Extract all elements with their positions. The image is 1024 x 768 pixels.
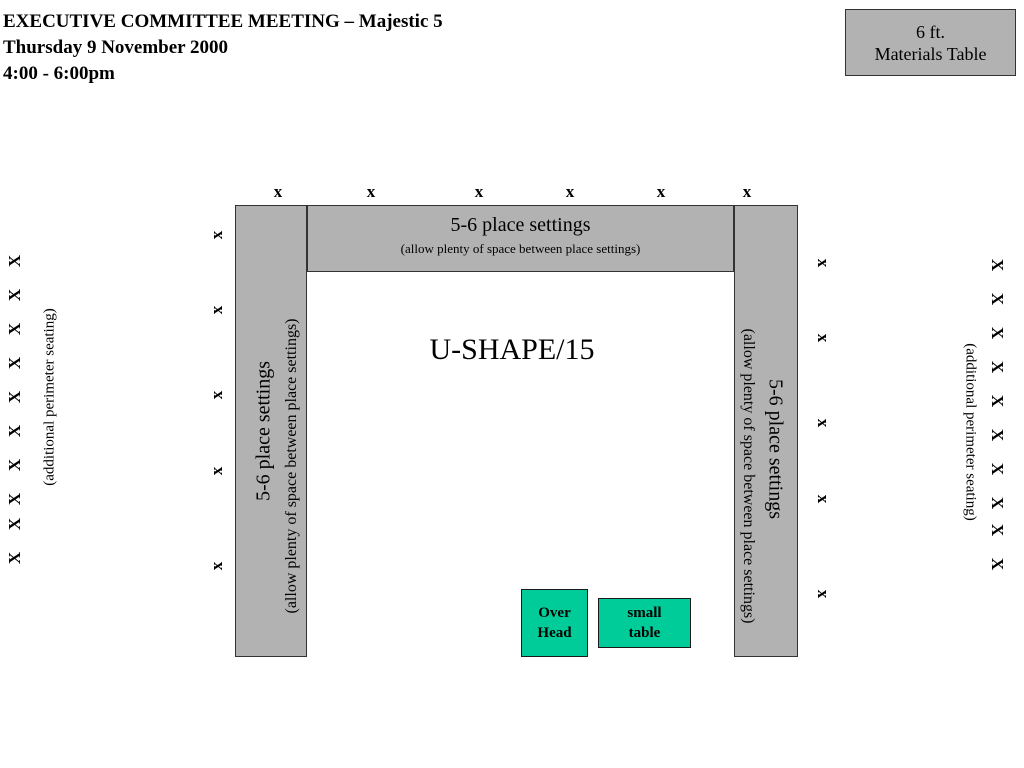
seat-mark: x: [742, 182, 752, 201]
overhead-projector: [521, 589, 588, 657]
seat-mark: x: [814, 589, 833, 599]
small-table: [598, 598, 691, 648]
perimeter-seat-mark: X: [5, 390, 24, 404]
perimeter-right-label: (additional perimeter seating): [962, 343, 979, 521]
materials-table: [845, 9, 1016, 76]
perimeter-seat-mark: X: [988, 360, 1007, 374]
seat-mark: x: [207, 230, 226, 240]
overhead-label-line1: Over: [538, 605, 571, 621]
perimeter-seat-mark: X: [988, 462, 1007, 476]
top-table-title: 5-6 place settings: [450, 214, 591, 236]
left-table-note: (allow plenty of space between place settings): [283, 318, 300, 614]
small-table-label-line2: table: [628, 625, 661, 641]
small-table-label-line1: small: [627, 605, 662, 621]
perimeter-seat-mark: X: [5, 458, 24, 472]
seat-mark: x: [814, 494, 833, 504]
right-table-note: (allow plenty of space between place settings): [740, 328, 757, 624]
perimeter-seat-mark: X: [988, 496, 1007, 510]
seat-mark: x: [565, 182, 575, 201]
perimeter-seat-mark: X: [988, 394, 1007, 408]
materials-table-size: 6 ft.: [916, 21, 945, 42]
perimeter-seat-mark: X: [988, 258, 1007, 272]
seat-mark: x: [814, 333, 833, 343]
right-table-title: 5-6 place settings: [764, 379, 787, 519]
seat-mark: x: [207, 390, 226, 400]
top-table: [307, 205, 734, 272]
seat-mark: x: [273, 182, 283, 201]
right-table: [734, 205, 798, 657]
meeting-title: EXECUTIVE COMMITTEE MEETING – Majestic 5: [3, 11, 443, 32]
perimeter-left-label: (additional perimeter seating): [41, 308, 58, 486]
seat-mark: x: [814, 258, 833, 268]
perimeter-seat-mark: X: [5, 356, 24, 370]
perimeter-seat-mark: X: [988, 326, 1007, 340]
left-table-title: 5-6 place settings: [252, 361, 275, 501]
seat-mark: x: [207, 305, 226, 315]
perimeter-seat-mark: X: [5, 322, 24, 336]
overhead-label-line2: Head: [537, 625, 572, 641]
perimeter-seat-mark: X: [5, 551, 24, 565]
meeting-time: 4:00 - 6:00pm: [3, 63, 115, 84]
perimeter-seat-mark: X: [5, 492, 24, 506]
seat-mark: x: [207, 561, 226, 571]
perimeter-seat-mark: X: [5, 288, 24, 302]
seat-mark: x: [656, 182, 666, 201]
seat-mark: x: [814, 418, 833, 428]
top-table-note: (allow plenty of space between place settings): [400, 241, 641, 256]
perimeter-seat-mark: X: [988, 523, 1007, 537]
layout-label: U-SHAPE/15: [429, 333, 595, 366]
perimeter-seat-mark: X: [5, 254, 24, 268]
perimeter-seat-mark: X: [5, 424, 24, 438]
perimeter-seat-mark: X: [5, 517, 24, 531]
seat-mark: x: [474, 182, 484, 201]
materials-table-label: Materials Table: [874, 43, 987, 64]
perimeter-seat-mark: X: [988, 292, 1007, 306]
perimeter-seat-mark: X: [988, 428, 1007, 442]
left-table: [235, 205, 307, 657]
seat-mark: x: [207, 466, 226, 476]
meeting-date: Thursday 9 November 2000: [3, 37, 229, 58]
perimeter-seat-mark: X: [988, 557, 1007, 571]
seat-mark: x: [366, 182, 376, 201]
